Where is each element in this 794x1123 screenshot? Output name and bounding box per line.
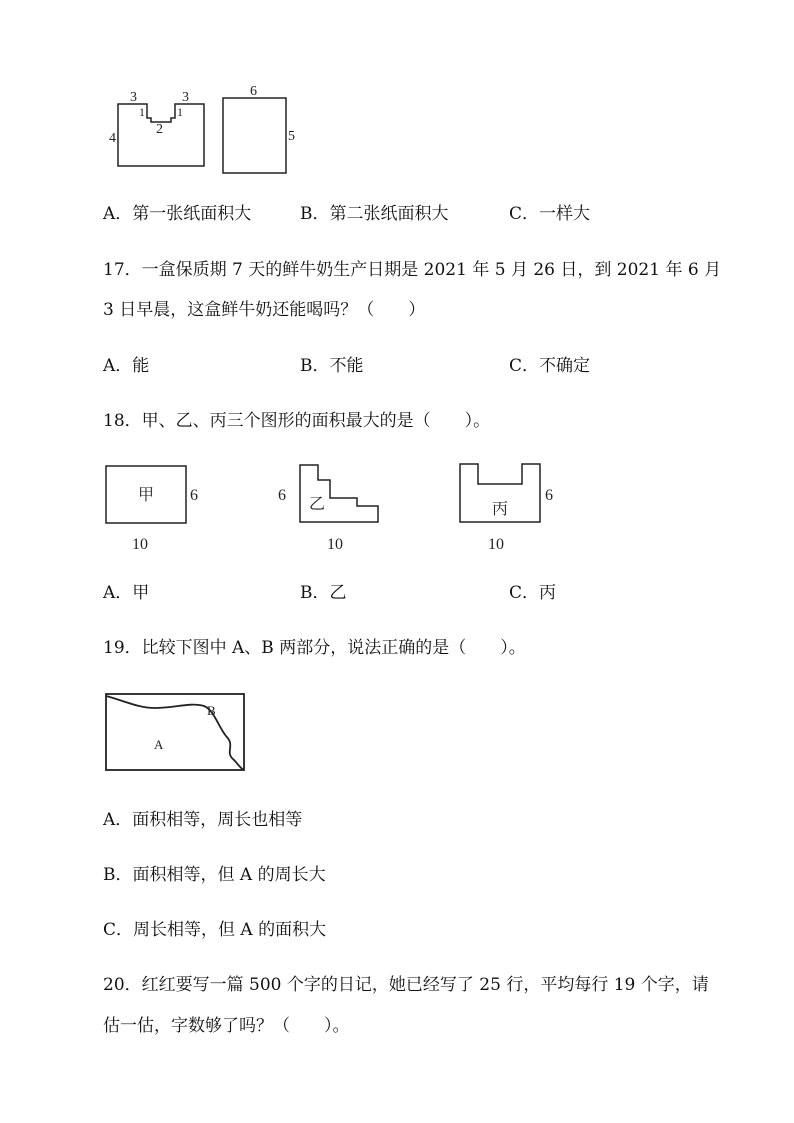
q17-option-a[interactable]: A．能 [103,356,150,376]
shape-jia-width: 10 [132,536,148,553]
label-top-right: 3 [182,90,189,105]
rectangle-outline [223,98,286,173]
q17-option-c[interactable]: C．不确定 [509,356,591,376]
q16-figure-notched-rectangle [100,82,220,174]
shape-yi-width: 10 [327,536,343,553]
q19-option-a[interactable]: A．面积相等，周长也相等 [103,810,303,830]
q18-option-b[interactable]: B．乙 [300,583,347,603]
label-height: 4 [109,131,116,146]
q16-figure-rectangle [215,82,305,174]
dividing-curve [106,696,244,770]
label-top-left: 3 [130,90,137,105]
q20-stem-line2: 估一估，字数够了吗？（ ）。 [103,1016,350,1036]
q18-option-c[interactable]: C．丙 [509,583,557,603]
shape-yi-outline [300,465,378,522]
label-notch-left: 1 [139,105,145,119]
q18-shape-bing [452,458,572,553]
q16-option-a[interactable]: A．第一张纸面积大 [103,204,252,224]
label-height: 5 [288,129,295,144]
shape-bing-label: 丙 [492,501,509,518]
region-b-label: B [207,703,216,718]
q16-option-b[interactable]: B．第二张纸面积大 [300,204,449,224]
shape-yi-label: 乙 [309,496,326,513]
q18-shape-yi [272,458,392,553]
region-a-label: A [154,737,164,752]
label-notch-width: 2 [156,122,163,137]
label-notch-right: 1 [177,105,183,119]
shape-yi-height: 6 [278,487,286,504]
q16-option-c[interactable]: C．一样大 [509,204,591,224]
q18-shape-jia [100,458,220,553]
q19-stem: 19．比较下图中 A、B 两部分，说法正确的是（ ）。 [103,638,526,658]
q18-option-a[interactable]: A．甲 [103,583,150,603]
q17-stem-line1: 17．一盒保质期 7 天的鲜牛奶生产日期是 2021 年 5 月 26 日，到 2021 年 6 月 [103,260,722,280]
q17-stem-line2: 3 日早晨，这盒鲜牛奶还能喝吗？（ ） [103,300,426,320]
shape-bing-height: 6 [545,487,553,504]
q17-option-b[interactable]: B．不能 [300,356,364,376]
q20-stem-line1: 20．红红要写一篇 500 个字的日记，她已经写了 25 行，平均每行 19 个字，请 [103,975,709,995]
shape-bing-width: 10 [488,536,504,553]
q19-figure [100,688,250,778]
q19-option-c[interactable]: C．周长相等，但 A 的面积大 [103,920,327,940]
shape-jia-label: 甲 [138,487,155,504]
q18-stem: 18．甲、乙、丙三个图形的面积最大的是（ ）。 [103,411,491,431]
label-width: 6 [250,84,257,99]
shape-jia-height: 6 [190,487,198,504]
q19-option-b[interactable]: B．面积相等，但 A 的周长大 [103,865,326,885]
